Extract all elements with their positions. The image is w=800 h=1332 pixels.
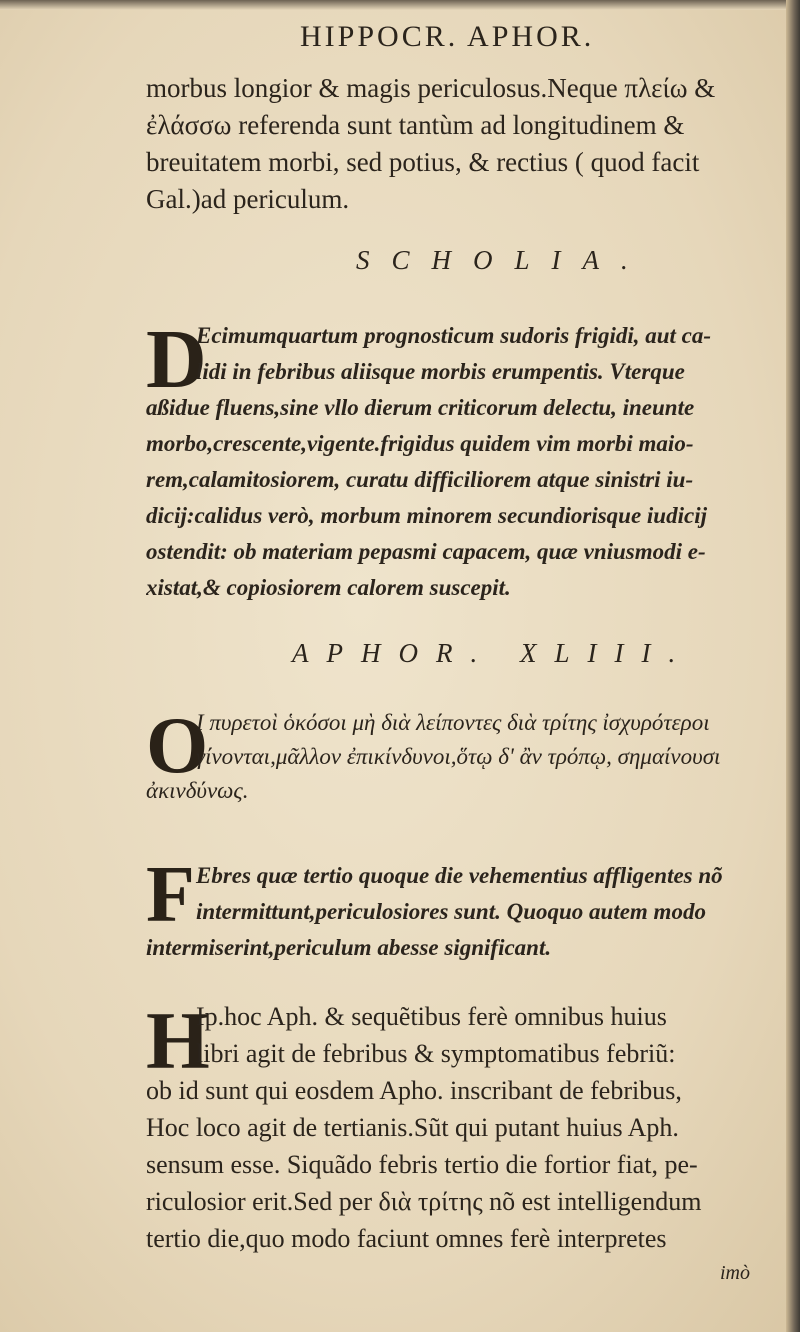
- scholia-line: ostendit: ob materiam pepasmi capacem, quæ vniusmodi e-: [146, 539, 706, 564]
- scholia-line: dicij:calidus verò, morbum minorem secundiorisque iudicij: [146, 503, 707, 528]
- intro-line: morbus longior & magis periculosus.Neque πλείω &: [146, 73, 716, 103]
- greek-line: ἀκινδύνως.: [146, 778, 249, 803]
- commentary-dropcap: H: [146, 995, 210, 1086]
- scholia-paragraph: [146, 313, 786, 606]
- latin-line: Ebres quæ tertio quoque die vehementius affligentes nõ: [196, 863, 723, 888]
- commentary-line: ob id sunt qui eosdem Apho. inscribant de febribus,: [146, 1076, 682, 1105]
- scholia-dropcap: D: [146, 313, 207, 406]
- scholia-line: xistat,& copiosiorem calorem suscepit.: [146, 575, 511, 600]
- greek-line: γίνονται,μᾶλλον ἐπικίνδυνοι,ὅτῳ δ' ἂν τρόπῳ, σημαίνουσι: [196, 744, 721, 769]
- commentary-line: Ip.hoc Aph. & sequẽtibus ferè omnibus huius: [196, 1002, 667, 1031]
- commentary-line: Hoc loco agit de tertianis.Sũt qui putant huius Aph.: [146, 1113, 679, 1142]
- commentary-paragraph: [146, 995, 786, 1257]
- scholia-heading: SCHOLIA.: [356, 245, 650, 275]
- running-header: HIPPOCR. APHOR.: [300, 20, 595, 53]
- scholia-line: morbo,crescente,vigente.frigidus quidem vim morbi maio-: [146, 431, 694, 456]
- intro-paragraph: [146, 70, 786, 218]
- scholia-line: rem,calamitosiorem, curatu difficiliorem atque sinistri iu-: [146, 467, 694, 492]
- page-gutter-edge: [786, 0, 800, 1332]
- scholia-line: aßidue fluens,sine vllo dierum criticorum delectu, ineunte: [146, 395, 695, 420]
- commentary-line: tertio die,quo modo faciunt omnes ferè interpretes: [146, 1224, 667, 1253]
- latin-aphorism: [146, 858, 786, 966]
- intro-line: breuitatem morbi, sed potius, & rectius ( quod facit: [146, 147, 700, 177]
- intro-line: ἐλάσσω referenda sunt tantùm ad longitudinem &: [146, 110, 685, 140]
- scholia-line: Ecimumquartum prognosticum sudoris frigidi, aut ca-: [196, 323, 712, 348]
- intro-line: Gal.)ad periculum.: [146, 184, 350, 214]
- latin-line: intermittunt,periculosiores sunt. Quoquo autem modo: [196, 899, 706, 924]
- aphorism-heading: APHOR. XLIII.: [292, 638, 694, 668]
- commentary-line: libri agit de febribus & symptomatibus febriũ:: [196, 1039, 676, 1068]
- commentary-line: riculosior erit.Sed per διὰ τρίτης nõ est intelligendum: [146, 1187, 702, 1216]
- commentary-line: sensum esse. Siquãdo febris tertio die fortior fiat, pe-: [146, 1150, 698, 1179]
- greek-dropcap: O: [146, 702, 209, 790]
- catchword: imò: [720, 1262, 750, 1284]
- greek-aphorism: [146, 702, 786, 808]
- page-top-edge: [0, 0, 800, 10]
- latin-line: intermiserint,periculum abesse significant.: [146, 935, 552, 960]
- latin-dropcap: F: [146, 851, 195, 939]
- scholia-line: lidi in febribus aliisque morbis erumpentis. Vterque: [196, 359, 685, 384]
- greek-line: Ι πυρετοὶ ὁκόσοι μὴ διὰ λείποντες διὰ τρίτης ἰσχυρότεροι: [196, 710, 710, 735]
